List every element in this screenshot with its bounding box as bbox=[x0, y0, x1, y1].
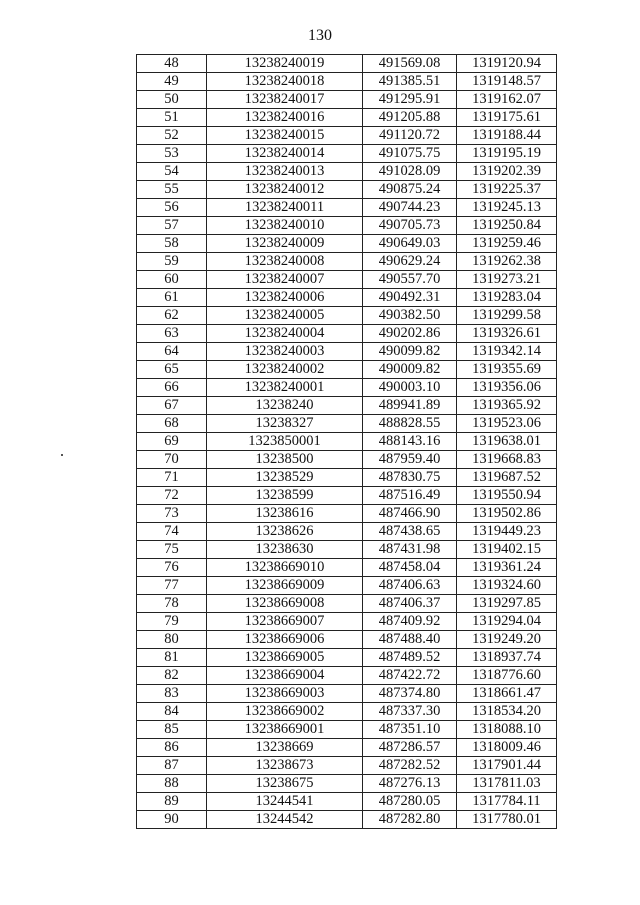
point-number-cell: 70 bbox=[137, 451, 207, 469]
x-coordinate-cell: 487286.57 bbox=[363, 739, 457, 757]
object-id-cell: 13238240015 bbox=[207, 127, 363, 145]
object-id-cell: 13238240002 bbox=[207, 361, 363, 379]
object-id-cell: 13238669006 bbox=[207, 631, 363, 649]
x-coordinate-cell: 487431.98 bbox=[363, 541, 457, 559]
page-number: 130 bbox=[308, 27, 332, 44]
x-coordinate-cell: 491075.75 bbox=[363, 145, 457, 163]
table-row bbox=[137, 325, 557, 343]
point-number-cell: 89 bbox=[137, 793, 207, 811]
point-number-cell: 69 bbox=[137, 433, 207, 451]
table-row bbox=[137, 433, 557, 451]
object-id-cell: 13238240017 bbox=[207, 91, 363, 109]
point-number-cell: 71 bbox=[137, 469, 207, 487]
y-coordinate-cell: 1319245.13 bbox=[457, 199, 557, 217]
point-number-cell: 72 bbox=[137, 487, 207, 505]
y-coordinate-cell: 1319162.07 bbox=[457, 91, 557, 109]
table-row bbox=[137, 487, 557, 505]
table-row bbox=[137, 109, 557, 127]
object-id-cell: 13238240011 bbox=[207, 199, 363, 217]
y-coordinate-cell: 1319299.58 bbox=[457, 307, 557, 325]
table-row bbox=[137, 631, 557, 649]
table-row bbox=[137, 721, 557, 739]
y-coordinate-cell: 1318009.46 bbox=[457, 739, 557, 757]
point-number-cell: 77 bbox=[137, 577, 207, 595]
point-number-cell: 81 bbox=[137, 649, 207, 667]
y-coordinate-cell: 1319326.61 bbox=[457, 325, 557, 343]
x-coordinate-cell: 487438.65 bbox=[363, 523, 457, 541]
table-row bbox=[137, 127, 557, 145]
point-number-cell: 54 bbox=[137, 163, 207, 181]
table-row bbox=[137, 163, 557, 181]
object-id-cell: 13238529 bbox=[207, 469, 363, 487]
point-number-cell: 51 bbox=[137, 109, 207, 127]
x-coordinate-cell: 487276.13 bbox=[363, 775, 457, 793]
object-id-cell: 13238240001 bbox=[207, 379, 363, 397]
y-coordinate-cell: 1319249.20 bbox=[457, 631, 557, 649]
y-coordinate-cell: 1319225.37 bbox=[457, 181, 557, 199]
object-id-cell: 13238240004 bbox=[207, 325, 363, 343]
object-id-cell: 13238626 bbox=[207, 523, 363, 541]
point-number-cell: 82 bbox=[137, 667, 207, 685]
y-coordinate-cell: 1319365.92 bbox=[457, 397, 557, 415]
point-number-cell: 60 bbox=[137, 271, 207, 289]
x-coordinate-cell: 488143.16 bbox=[363, 433, 457, 451]
table-row bbox=[137, 235, 557, 253]
table-row bbox=[137, 613, 557, 631]
x-coordinate-cell: 487516.49 bbox=[363, 487, 457, 505]
object-id-cell: 13238240019 bbox=[207, 55, 363, 73]
x-coordinate-cell: 487351.10 bbox=[363, 721, 457, 739]
table-row bbox=[137, 181, 557, 199]
point-number-cell: 75 bbox=[137, 541, 207, 559]
table-row bbox=[137, 649, 557, 667]
point-number-cell: 55 bbox=[137, 181, 207, 199]
point-number-cell: 83 bbox=[137, 685, 207, 703]
object-id-cell: 13238669003 bbox=[207, 685, 363, 703]
y-coordinate-cell: 1319342.14 bbox=[457, 343, 557, 361]
x-coordinate-cell: 487489.52 bbox=[363, 649, 457, 667]
object-id-cell: 13238240012 bbox=[207, 181, 363, 199]
y-coordinate-cell: 1319523.06 bbox=[457, 415, 557, 433]
object-id-cell: 13238669002 bbox=[207, 703, 363, 721]
x-coordinate-cell: 491120.72 bbox=[363, 127, 457, 145]
x-coordinate-cell: 490629.24 bbox=[363, 253, 457, 271]
x-coordinate-cell: 487280.05 bbox=[363, 793, 457, 811]
x-coordinate-cell: 490099.82 bbox=[363, 343, 457, 361]
y-coordinate-cell: 1319294.04 bbox=[457, 613, 557, 631]
object-id-cell: 13238240009 bbox=[207, 235, 363, 253]
y-coordinate-cell: 1319273.21 bbox=[457, 271, 557, 289]
x-coordinate-cell: 490744.23 bbox=[363, 199, 457, 217]
x-coordinate-cell: 490649.03 bbox=[363, 235, 457, 253]
y-coordinate-cell: 1319175.61 bbox=[457, 109, 557, 127]
table-row bbox=[137, 559, 557, 577]
table-row bbox=[137, 811, 557, 829]
x-coordinate-cell: 490382.50 bbox=[363, 307, 457, 325]
y-coordinate-cell: 1319283.04 bbox=[457, 289, 557, 307]
point-number-cell: 78 bbox=[137, 595, 207, 613]
y-coordinate-cell: 1319356.06 bbox=[457, 379, 557, 397]
y-coordinate-cell: 1319355.69 bbox=[457, 361, 557, 379]
point-number-cell: 84 bbox=[137, 703, 207, 721]
object-id-cell: 13238240016 bbox=[207, 109, 363, 127]
y-coordinate-cell: 1319188.44 bbox=[457, 127, 557, 145]
table-row bbox=[137, 793, 557, 811]
table-row bbox=[137, 523, 557, 541]
point-number-cell: 79 bbox=[137, 613, 207, 631]
x-coordinate-cell: 487282.52 bbox=[363, 757, 457, 775]
point-number-cell: 57 bbox=[137, 217, 207, 235]
table-row bbox=[137, 91, 557, 109]
object-id-cell: 13238669009 bbox=[207, 577, 363, 595]
object-id-cell: 13238599 bbox=[207, 487, 363, 505]
table-row bbox=[137, 469, 557, 487]
y-coordinate-cell: 1317780.01 bbox=[457, 811, 557, 829]
table-row bbox=[137, 361, 557, 379]
point-number-cell: 61 bbox=[137, 289, 207, 307]
point-number-cell: 80 bbox=[137, 631, 207, 649]
table-row bbox=[137, 415, 557, 433]
object-id-cell: 13238673 bbox=[207, 757, 363, 775]
x-coordinate-cell: 490557.70 bbox=[363, 271, 457, 289]
point-number-cell: 66 bbox=[137, 379, 207, 397]
x-coordinate-cell: 489941.89 bbox=[363, 397, 457, 415]
object-id-cell: 13238327 bbox=[207, 415, 363, 433]
point-number-cell: 76 bbox=[137, 559, 207, 577]
y-coordinate-cell: 1319262.38 bbox=[457, 253, 557, 271]
object-id-cell: 13238669005 bbox=[207, 649, 363, 667]
table-row bbox=[137, 145, 557, 163]
y-coordinate-cell: 1318534.20 bbox=[457, 703, 557, 721]
x-coordinate-cell: 487337.30 bbox=[363, 703, 457, 721]
table-row bbox=[137, 289, 557, 307]
point-number-cell: 50 bbox=[137, 91, 207, 109]
x-coordinate-cell: 491569.08 bbox=[363, 55, 457, 73]
table-row bbox=[137, 307, 557, 325]
point-number-cell: 74 bbox=[137, 523, 207, 541]
object-id-cell: 13238675 bbox=[207, 775, 363, 793]
table-row bbox=[137, 199, 557, 217]
y-coordinate-cell: 1318776.60 bbox=[457, 667, 557, 685]
object-id-cell: 13238669004 bbox=[207, 667, 363, 685]
y-coordinate-cell: 1319361.24 bbox=[457, 559, 557, 577]
y-coordinate-cell: 1319297.85 bbox=[457, 595, 557, 613]
table-body bbox=[137, 55, 557, 829]
coordinates-table bbox=[136, 54, 557, 829]
table-row bbox=[137, 505, 557, 523]
table-row bbox=[137, 451, 557, 469]
object-id-cell: 13238240 bbox=[207, 397, 363, 415]
object-id-cell: 13238616 bbox=[207, 505, 363, 523]
y-coordinate-cell: 1319250.84 bbox=[457, 217, 557, 235]
point-number-cell: 56 bbox=[137, 199, 207, 217]
table-row bbox=[137, 379, 557, 397]
x-coordinate-cell: 487466.90 bbox=[363, 505, 457, 523]
y-coordinate-cell: 1317901.44 bbox=[457, 757, 557, 775]
table-row bbox=[137, 667, 557, 685]
table-row bbox=[137, 703, 557, 721]
x-coordinate-cell: 491205.88 bbox=[363, 109, 457, 127]
point-number-cell: 87 bbox=[137, 757, 207, 775]
x-coordinate-cell: 490009.82 bbox=[363, 361, 457, 379]
table-row bbox=[137, 271, 557, 289]
x-coordinate-cell: 487374.80 bbox=[363, 685, 457, 703]
table-row bbox=[137, 217, 557, 235]
y-coordinate-cell: 1318661.47 bbox=[457, 685, 557, 703]
point-number-cell: 68 bbox=[137, 415, 207, 433]
point-number-cell: 59 bbox=[137, 253, 207, 271]
x-coordinate-cell: 491028.09 bbox=[363, 163, 457, 181]
point-number-cell: 62 bbox=[137, 307, 207, 325]
x-coordinate-cell: 487959.40 bbox=[363, 451, 457, 469]
x-coordinate-cell: 487830.75 bbox=[363, 469, 457, 487]
table-row bbox=[137, 757, 557, 775]
table-row bbox=[137, 397, 557, 415]
y-coordinate-cell: 1319202.39 bbox=[457, 163, 557, 181]
x-coordinate-cell: 487409.92 bbox=[363, 613, 457, 631]
y-coordinate-cell: 1319687.52 bbox=[457, 469, 557, 487]
x-coordinate-cell: 487422.72 bbox=[363, 667, 457, 685]
point-number-cell: 49 bbox=[137, 73, 207, 91]
x-coordinate-cell: 490492.31 bbox=[363, 289, 457, 307]
object-id-cell: 13238240013 bbox=[207, 163, 363, 181]
object-id-cell: 13238240007 bbox=[207, 271, 363, 289]
object-id-cell: 13238669007 bbox=[207, 613, 363, 631]
point-number-cell: 63 bbox=[137, 325, 207, 343]
object-id-cell: 13238240006 bbox=[207, 289, 363, 307]
point-number-cell: 64 bbox=[137, 343, 207, 361]
point-number-cell: 52 bbox=[137, 127, 207, 145]
y-coordinate-cell: 1319638.01 bbox=[457, 433, 557, 451]
x-coordinate-cell: 487458.04 bbox=[363, 559, 457, 577]
y-coordinate-cell: 1319120.94 bbox=[457, 55, 557, 73]
table-row bbox=[137, 685, 557, 703]
point-number-cell: 58 bbox=[137, 235, 207, 253]
point-number-cell: 65 bbox=[137, 361, 207, 379]
y-coordinate-cell: 1319449.23 bbox=[457, 523, 557, 541]
object-id-cell: 13238669008 bbox=[207, 595, 363, 613]
point-number-cell: 73 bbox=[137, 505, 207, 523]
x-coordinate-cell: 491385.51 bbox=[363, 73, 457, 91]
object-id-cell: 13238240014 bbox=[207, 145, 363, 163]
y-coordinate-cell: 1317811.03 bbox=[457, 775, 557, 793]
x-coordinate-cell: 490875.24 bbox=[363, 181, 457, 199]
table-row bbox=[137, 775, 557, 793]
x-coordinate-cell: 487282.80 bbox=[363, 811, 457, 829]
object-id-cell: 13244542 bbox=[207, 811, 363, 829]
x-coordinate-cell: 490202.86 bbox=[363, 325, 457, 343]
y-coordinate-cell: 1317784.11 bbox=[457, 793, 557, 811]
y-coordinate-cell: 1319550.94 bbox=[457, 487, 557, 505]
x-coordinate-cell: 487488.40 bbox=[363, 631, 457, 649]
table-row bbox=[137, 55, 557, 73]
y-coordinate-cell: 1318088.10 bbox=[457, 721, 557, 739]
object-id-cell: 13238240003 bbox=[207, 343, 363, 361]
y-coordinate-cell: 1318937.74 bbox=[457, 649, 557, 667]
table-row bbox=[137, 73, 557, 91]
object-id-cell: 13238669010 bbox=[207, 559, 363, 577]
y-coordinate-cell: 1319502.86 bbox=[457, 505, 557, 523]
point-number-cell: 67 bbox=[137, 397, 207, 415]
table-row bbox=[137, 253, 557, 271]
point-number-cell: 48 bbox=[137, 55, 207, 73]
object-id-cell: 1323850001 bbox=[207, 433, 363, 451]
x-coordinate-cell: 488828.55 bbox=[363, 415, 457, 433]
table-row bbox=[137, 343, 557, 361]
y-coordinate-cell: 1319195.19 bbox=[457, 145, 557, 163]
y-coordinate-cell: 1319259.46 bbox=[457, 235, 557, 253]
y-coordinate-cell: 1319324.60 bbox=[457, 577, 557, 595]
object-id-cell: 13238669001 bbox=[207, 721, 363, 739]
object-id-cell: 13238630 bbox=[207, 541, 363, 559]
y-coordinate-cell: 1319668.83 bbox=[457, 451, 557, 469]
table-row bbox=[137, 739, 557, 757]
table-row bbox=[137, 577, 557, 595]
object-id-cell: 13238500 bbox=[207, 451, 363, 469]
point-number-cell: 53 bbox=[137, 145, 207, 163]
table-row bbox=[137, 541, 557, 559]
x-coordinate-cell: 491295.91 bbox=[363, 91, 457, 109]
table-row bbox=[137, 595, 557, 613]
object-id-cell: 13238240018 bbox=[207, 73, 363, 91]
x-coordinate-cell: 490003.10 bbox=[363, 379, 457, 397]
y-coordinate-cell: 1319148.57 bbox=[457, 73, 557, 91]
object-id-cell: 13244541 bbox=[207, 793, 363, 811]
point-number-cell: 88 bbox=[137, 775, 207, 793]
point-number-cell: 86 bbox=[137, 739, 207, 757]
x-coordinate-cell: 490705.73 bbox=[363, 217, 457, 235]
object-id-cell: 13238669 bbox=[207, 739, 363, 757]
y-coordinate-cell: 1319402.15 bbox=[457, 541, 557, 559]
x-coordinate-cell: 487406.37 bbox=[363, 595, 457, 613]
object-id-cell: 13238240008 bbox=[207, 253, 363, 271]
scan-speck bbox=[61, 454, 63, 456]
point-number-cell: 85 bbox=[137, 721, 207, 739]
x-coordinate-cell: 487406.63 bbox=[363, 577, 457, 595]
object-id-cell: 13238240010 bbox=[207, 217, 363, 235]
object-id-cell: 13238240005 bbox=[207, 307, 363, 325]
point-number-cell: 90 bbox=[137, 811, 207, 829]
